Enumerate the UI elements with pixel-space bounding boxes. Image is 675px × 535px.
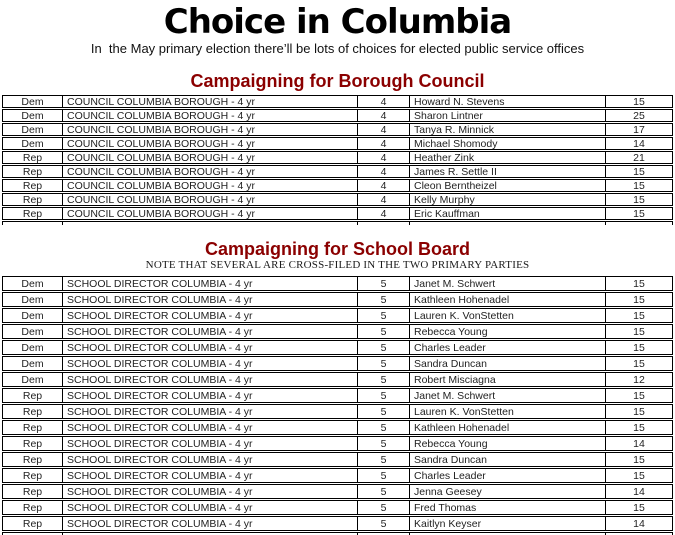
office-cell: COUNCIL COLUMBIA BOROUGH - 4 yr [63, 166, 358, 177]
seats-cell: 5 [358, 421, 410, 434]
count-cell: 15 [633, 96, 645, 107]
party-cell: Rep [3, 194, 63, 205]
office-cell: SCHOOL DIRECTOR COLUMBIA - 4 yr [63, 437, 358, 450]
party-cell: Dem [3, 357, 63, 370]
borough-council-table [2, 95, 673, 220]
office-cell: COUNCIL COLUMBIA BOROUGH - 4 yr [63, 96, 358, 107]
seats-cell: 5 [358, 453, 410, 466]
candidate-cell: Janet M. Schwert [410, 277, 606, 290]
office-cell: COUNCIL COLUMBIA BOROUGH - 4 yr [63, 208, 358, 219]
party-cell: Dem [3, 373, 63, 386]
table-row [2, 436, 673, 451]
candidate-cell: Charles Leader [410, 469, 606, 482]
candidate-cell: Cleon Berntheizel [410, 180, 606, 191]
candidate-cell: Eric Kauffman [410, 208, 606, 219]
party-cell: Rep [3, 421, 63, 434]
candidate-cell: Rebecca Young [410, 325, 606, 338]
seats-cell: 5 [358, 357, 410, 370]
office-cell: SCHOOL DIRECTOR COLUMBIA - 4 yr [63, 341, 358, 354]
party-cell: Rep [3, 152, 63, 163]
candidate-cell: Heather Zink [410, 152, 606, 163]
count-cell: 14 [633, 437, 645, 450]
count-cell: 15 [633, 453, 645, 466]
count-cell: 25 [633, 110, 645, 121]
seats-cell: 4 [358, 138, 410, 149]
office-cell: SCHOOL DIRECTOR COLUMBIA - 4 yr [63, 421, 358, 434]
office-cell: SCHOOL DIRECTOR COLUMBIA - 4 yr [63, 517, 358, 530]
candidate-cell: Charles Leader [410, 341, 606, 354]
count-cell: 15 [633, 309, 645, 322]
candidate-cell: Lauren K. VonStetten [410, 405, 606, 418]
candidate-cell: Kaitlyn Keyser [410, 517, 606, 530]
candidate-cell: Tanya R. Minnick [410, 124, 606, 135]
party-cell: Dem [3, 138, 63, 149]
table-row [2, 324, 673, 339]
office-cell: SCHOOL DIRECTOR COLUMBIA - 4 yr [63, 277, 358, 290]
party-cell: Dem [3, 124, 63, 135]
table-row [2, 372, 673, 387]
seats-cell: 5 [358, 389, 410, 402]
table-row [2, 109, 673, 122]
candidate-cell: Fred Thomas [410, 501, 606, 514]
count-cell: 15 [633, 357, 645, 370]
seats-cell: 5 [358, 373, 410, 386]
party-cell: Rep [3, 166, 63, 177]
cross-filed-note: NOTE THAT SEVERAL ARE CROSS-FILED IN THE TWO PRIMARY PARTIES [145, 259, 530, 271]
seats-cell: 5 [358, 341, 410, 354]
count-cell: 15 [633, 180, 645, 191]
count-cell: 15 [633, 208, 645, 219]
candidate-cell: Kathleen Hohenadel [410, 293, 606, 306]
count-cell: 15 [633, 469, 645, 482]
candidate-cell: Sandra Duncan [410, 453, 606, 466]
party-cell: Rep [3, 517, 63, 530]
office-cell: COUNCIL COLUMBIA BOROUGH - 4 yr [63, 124, 358, 135]
count-cell: 17 [633, 124, 645, 135]
party-cell: Rep [3, 437, 63, 450]
document-page [0, 3, 675, 535]
table-row [2, 276, 673, 291]
office-cell: SCHOOL DIRECTOR COLUMBIA - 4 yr [63, 405, 358, 418]
office-cell: SCHOOL DIRECTOR COLUMBIA - 4 yr [63, 325, 358, 338]
seats-cell: 5 [358, 437, 410, 450]
count-cell: 14 [633, 517, 645, 530]
candidate-cell: Kelly Murphy [410, 194, 606, 205]
candidate-cell: Janet M. Schwert [410, 389, 606, 402]
candidate-cell: Howard N. Stevens [410, 96, 606, 107]
count-cell: 14 [633, 485, 645, 498]
candidate-cell: Sandra Duncan [410, 357, 606, 370]
table-row [2, 420, 673, 435]
table-row [2, 500, 673, 515]
candidate-cell: Michael Shomody [410, 138, 606, 149]
seats-cell: 4 [358, 166, 410, 177]
seats-cell: 5 [358, 277, 410, 290]
candidate-cell: Jenna Geesey [410, 485, 606, 498]
table-row [2, 179, 673, 192]
table-row [2, 123, 673, 136]
office-cell: COUNCIL COLUMBIA BOROUGH - 4 yr [63, 110, 358, 121]
party-cell: Rep [3, 389, 63, 402]
count-cell: 15 [633, 194, 645, 205]
table-row [2, 95, 673, 108]
party-cell: Dem [3, 110, 63, 121]
office-cell: COUNCIL COLUMBIA BOROUGH - 4 yr [63, 194, 358, 205]
school-board-table [2, 276, 673, 531]
seats-cell: 5 [358, 309, 410, 322]
seats-cell: 5 [358, 405, 410, 418]
table-row [2, 484, 673, 499]
office-cell: SCHOOL DIRECTOR COLUMBIA - 4 yr [63, 309, 358, 322]
party-cell: Rep [3, 501, 63, 514]
party-cell: Dem [3, 341, 63, 354]
office-cell: COUNCIL COLUMBIA BOROUGH - 4 yr [63, 138, 358, 149]
table-row [2, 356, 673, 371]
table-row [2, 404, 673, 419]
borough-council-heading: Campaigning for Borough Council [190, 71, 485, 91]
candidate-cell: Lauren K. VonStetten [410, 309, 606, 322]
party-cell: Rep [3, 453, 63, 466]
table-row [2, 193, 673, 206]
count-cell: 15 [633, 277, 645, 290]
count-cell: 12 [633, 373, 645, 386]
party-cell: Dem [3, 309, 63, 322]
table-row [2, 137, 673, 150]
office-cell: SCHOOL DIRECTOR COLUMBIA - 4 yr [63, 469, 358, 482]
seats-cell: 4 [358, 152, 410, 163]
office-cell: SCHOOL DIRECTOR COLUMBIA - 4 yr [63, 373, 358, 386]
party-cell: Dem [3, 96, 63, 107]
seats-cell: 5 [358, 293, 410, 306]
party-cell: Dem [3, 325, 63, 338]
count-cell: 14 [633, 138, 645, 149]
party-cell: Rep [3, 469, 63, 482]
party-cell: Rep [3, 180, 63, 191]
table-row [2, 340, 673, 355]
party-cell: Rep [3, 208, 63, 219]
page-title: Choice in Columbia [163, 2, 512, 42]
table-row [2, 292, 673, 307]
count-cell: 15 [633, 341, 645, 354]
seats-cell: 5 [358, 469, 410, 482]
office-cell: COUNCIL COLUMBIA BOROUGH - 4 yr [63, 180, 358, 191]
school-board-heading: Campaigning for School Board [204, 239, 470, 259]
candidate-cell: Rebecca Young [410, 437, 606, 450]
candidate-cell: James R. Settle II [410, 166, 606, 177]
count-cell: 21 [633, 152, 645, 163]
party-cell: Dem [3, 277, 63, 290]
count-cell: 15 [633, 405, 645, 418]
candidate-cell: Sharon Lintner [410, 110, 606, 121]
table-row [2, 151, 673, 164]
seats-cell: 4 [358, 194, 410, 205]
party-cell: Rep [3, 485, 63, 498]
office-cell: SCHOOL DIRECTOR COLUMBIA - 4 yr [63, 501, 358, 514]
office-cell: COUNCIL COLUMBIA BOROUGH - 4 yr [63, 152, 358, 163]
count-cell: 15 [633, 325, 645, 338]
seats-cell: 5 [358, 517, 410, 530]
seats-cell: 5 [358, 325, 410, 338]
table-row [2, 308, 673, 323]
office-cell: SCHOOL DIRECTOR COLUMBIA - 4 yr [63, 485, 358, 498]
office-cell: SCHOOL DIRECTOR COLUMBIA - 4 yr [63, 389, 358, 402]
seats-cell: 4 [358, 124, 410, 135]
candidate-cell: Robert Misciagna [410, 373, 606, 386]
candidate-cell: Kathleen Hohenadel [410, 421, 606, 434]
seats-cell: 4 [358, 208, 410, 219]
office-cell: SCHOOL DIRECTOR COLUMBIA - 4 yr [63, 453, 358, 466]
count-cell: 15 [633, 421, 645, 434]
seats-cell: 4 [358, 110, 410, 121]
seats-cell: 4 [358, 96, 410, 107]
seats-cell: 5 [358, 501, 410, 514]
table-row [2, 165, 673, 178]
page-subtitle: In the May primary election there’ll be lots of choices for elected public service offices [90, 41, 585, 56]
table-row [2, 207, 673, 220]
count-cell: 15 [633, 389, 645, 402]
table-row [2, 452, 673, 467]
table-row [2, 468, 673, 483]
clipped-row [2, 221, 673, 225]
office-cell: SCHOOL DIRECTOR COLUMBIA - 4 yr [63, 293, 358, 306]
table-row [2, 388, 673, 403]
seats-cell: 5 [358, 485, 410, 498]
count-cell: 15 [633, 166, 645, 177]
count-cell: 15 [633, 293, 645, 306]
party-cell: Rep [3, 405, 63, 418]
count-cell: 15 [633, 501, 645, 514]
seats-cell: 4 [358, 180, 410, 191]
party-cell: Dem [3, 293, 63, 306]
office-cell: SCHOOL DIRECTOR COLUMBIA - 4 yr [63, 357, 358, 370]
table-row [2, 516, 673, 531]
